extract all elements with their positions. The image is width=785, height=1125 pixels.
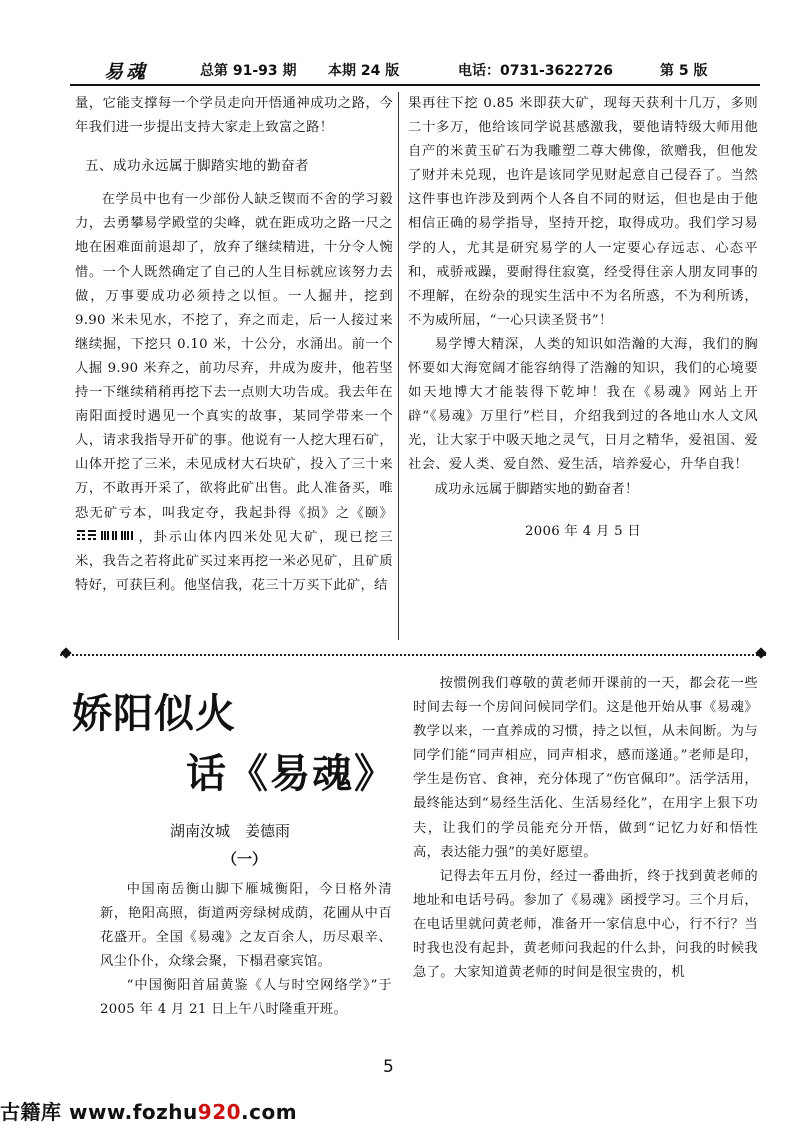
left-paragraph-2 — [75, 188, 393, 598]
article-part-number: （一） — [222, 850, 268, 868]
column-divider — [398, 92, 399, 640]
divider-diamond-right — [755, 647, 766, 658]
page-header — [70, 58, 760, 84]
watermark-prefix: 古籍库 — [0, 1100, 69, 1124]
left-top-column — [75, 92, 393, 598]
page-number: 5 — [383, 1057, 394, 1077]
article-title-line-1: 娇阳似火 — [72, 691, 236, 737]
left-paragraph-2-end: ，卦示山体内四米处见大矿，现已挖三米，我告之若将此矿买过来再挖一米必见矿，且矿质特好，可获巨利。他坚信我，花三十万买下此矿，结 — [75, 529, 393, 593]
left-paragraph-1: 量，它能支撑每一个学员走向开悟通神成功之路，今年我们进一步提出支持大家走上致富之路！ — [75, 96, 393, 136]
article-right-column — [413, 672, 758, 985]
article-paragraph-3: 按惯例我们尊敬的黄老师开课前的一天，都会花一些时间去每一个房间问候同学们。这是他开始从事《易魂》教学以来，一直养成的习惯，持之以恒，从未间断。为与同学们能“同声相应，同声相求，感而遂通。”老师是印，学生是伤官、食神，充分体现了“伤官佩印”。活学活用，最终能达到“易经生活化、生活易经化”，在用字上狠下功夫，让我们的学员能充分开悟，做到“记忆力好和悟性高，表达能力强”的美好愿望。 — [413, 676, 758, 860]
right-paragraph-1: 果再往下挖 0.85 米即获大矿，现每天获利十几万，多则二十多万，他给该同学说甚感激我，要他请特级大师用他自产的米黄玉矿石为我雕塑二尊大佛像，欲赠我，但他发了财并未兑现，也许是该同学见财起意自己侵吞了。当然这件事也许涉及到两个人各自不同的财运，但也是由于他相信正确的易学指导，坚持开挖，取得成功。我们学习易学的人，尤其是研究易学的人一定要心存远志、心态平和，戒骄戒躁，要耐得住寂寞，经受得住亲人朋友同事的不理解，在纷杂的现实生活中不为名所惑，不为利所诱，不为威所屈，“一心只读圣贤书”！ — [408, 96, 758, 328]
article-date: 2006 年 4 月 5 日 — [525, 523, 641, 539]
right-top-column — [408, 92, 758, 544]
article-left-column — [100, 878, 392, 1023]
header-edition: 本期 24 版 — [328, 63, 400, 79]
header-brand: 易魂 — [104, 61, 149, 83]
right-paragraph-3: 成功永远属于脚踏实地的勤奋者！ — [434, 481, 639, 497]
header-rule — [70, 84, 760, 86]
header-issue: 总第 91-93 期 — [200, 63, 297, 79]
header-phone: 电话：0731-3622726 — [458, 63, 613, 79]
divider-diamond-left — [60, 647, 71, 658]
watermark-url-b: 920 — [197, 1100, 242, 1124]
article-paragraph-1: 中国南岳衡山脚下雁城衡阳，今日格外清新，艳阳高照，街道两旁绿树成荫，花圃从中百花盛开。全国《易魂》之友百余人，历尽艰辛、风尘仆仆，众缘会聚，下榻君豪宾馆。 — [100, 882, 392, 970]
hexagram-icon — [77, 529, 135, 542]
article-paragraph-2: “中国衡阳首届黄鉴《人与时空网络学》”于 2005 年 4 月 21 日上午八时隆重开班。 — [100, 978, 392, 1018]
section-heading: 五、成功永远属于脚踏实地的勤奋者 — [85, 158, 309, 175]
left-paragraph-2-text: 在学员中也有一少部份人缺乏锲而不舍的学习毅力，去勇攀易学殿堂的尖峰，就在距成功之路一尺之地在困难面前退却了，放弃了继续精进，十分令人惋惜。一个人既然确定了自己的人生目标就应该努力去做，万事要成功必须持之以恒。一人掘井，挖到 9.90 米未见水，不挖了，弃之而走，后一人接过来继续掘，下挖只 0.10 米，十公分，水涌出。前一个人掘 9.90 米弃之，前功尽弃，井成为废井，他若坚持一下继续稍稍再挖下去一点则大功告成。我去年在南阳面授时遇见一个真实的故事，某同学带来一个人，请求我指导开矿的事。他说有一人挖大理石矿，山体开挖了三米，未见成材大石块矿，投入了三十来万，不敢再开采了，欲将此矿出售。此人准备买，唯恐无矿亏本，叫我定夺，我起卦得《损》之《颐》 — [75, 192, 393, 521]
right-paragraph-2: 易学博大精深，人类的知识如浩瀚的大海，我们的胸怀要如大海宽阔才能容纳得了浩瀚的知识，我们的心境要如天地博大才能装得下乾坤！我在《易魂》网站上开辟“《易魂》万里行”栏目，介绍我到过的各地山水人文风光，让大家于中吸天地之灵气，日月之精华，爱祖国、爱社会、爱人类、爱自然、爱生活，培养爱心，升华自我！ — [408, 336, 758, 473]
watermark-url-a: www.fozhu — [68, 1100, 198, 1124]
article-title-line-2: 话《易魂》 — [186, 751, 396, 797]
article-author: 湖南汝城 姜德雨 — [170, 822, 291, 840]
site-watermark — [0, 1096, 297, 1125]
header-page-label: 第 5 版 — [660, 63, 708, 79]
watermark-url-c: .com — [241, 1100, 298, 1124]
dotted-separator — [60, 654, 766, 656]
article-paragraph-4: 记得去年五月份，经过一番曲折，终于找到黄老师的地址和电话号码。参加了《易魂》函授学习。三个月后，在电话里就问黄老师，准备开一家信息中心，行不行？当时我也没有起卦，黄老师问我起的什么卦，问我的时候我急了。大家知道黄老师的时间是很宝贵的，机 — [413, 868, 758, 981]
